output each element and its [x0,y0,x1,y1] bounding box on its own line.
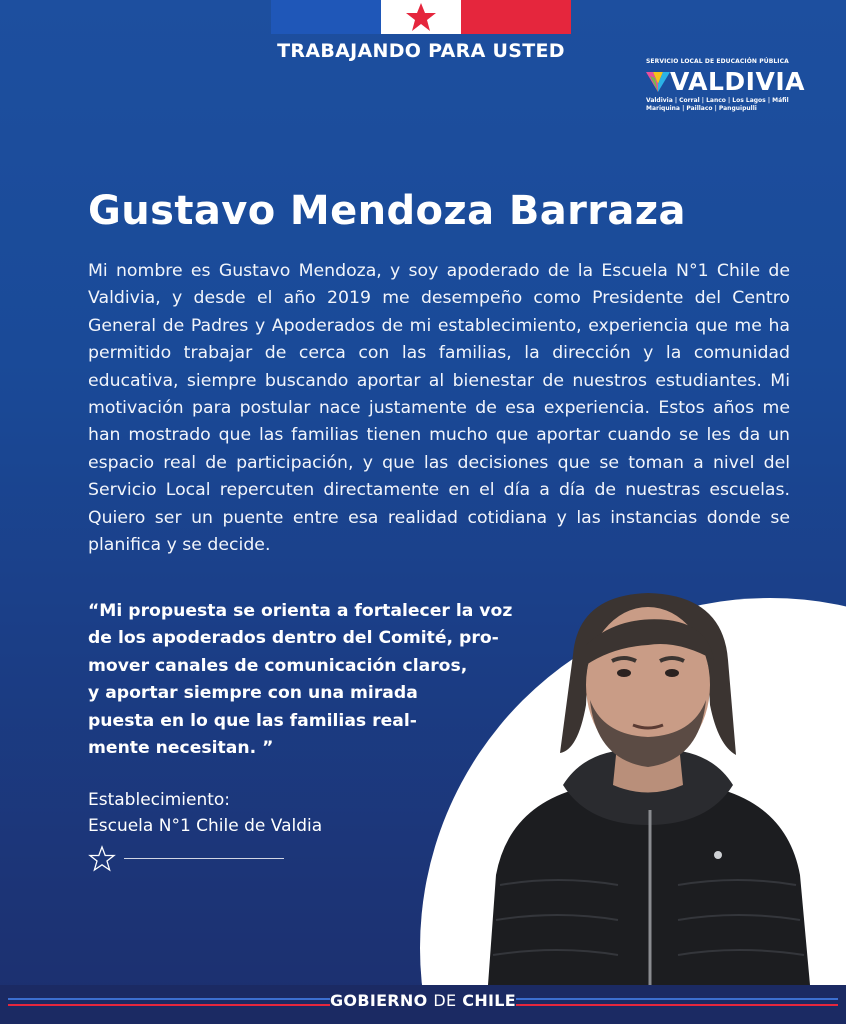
colored-v-icon [646,70,670,94]
candidate-photo [478,585,818,985]
outline-star-icon [88,845,116,873]
candidate-quote: “Mi propuesta se orienta a fortalecer la voz de los apoderados dentro del Comité, pro- mover canales de comunicación claros, y aportar siempre con una mirada puesta en lo que las familias real- mente necesitan. ” [88,601,513,759]
logo-comunas [646,97,806,113]
establishment-label: Establecimiento: [88,790,231,810]
gobierno-de-chile-label: GOBIERNO DE CHILE [329,991,517,1010]
candidate-name: Gustavo Mendoza Barraza [88,188,686,234]
establishment-value: Escuela N°1 Chile de Valdia [88,816,323,836]
logo-name: VALDIVIA [670,67,805,96]
slep-valdivia-logo [646,58,816,113]
logo-comunas-line2: Mariquina | Paillaco | Panguipulli [646,105,757,112]
footer-bar [0,985,846,1024]
logo-comunas-line1: Valdivia | Corral | Lanco | Los Lagos | Máfil [646,97,789,104]
chile-flag-banner [271,0,571,34]
logo-kicker: SERVICIO LOCAL DE EDUCACIÓN PÚBLICA [646,58,789,65]
slogan: TRABAJANDO PARA USTED [277,40,565,62]
candidate-bio: Mi nombre es Gustavo Mendoza, y soy apoderado de la Escuela N°1 Chile de Valdivia, y desde el año 2019 me desempeño como Presidente del Centro General de Padres y Apoderados de mi establecimiento, experiencia que me ha permitido trabajar de cerca con las familias, la dirección y la comunidad educativa, siempre buscando aportar al bienestar de nuestros estudiantes. Mi motivación para postular nace justamente de esa experiencia. Estos años me han mostrado que las familias tienen mucho que aportar cuando se les da un espacio real de participación, y que las decisiones que se toman a nivel del Servicio Local repercuten directamente en el día a día de nuestras escuelas. Quiero ser un puente entre esa realidad cotidiana y las instancias donde se planifica y se decide. [88,261,790,556]
decorative-line [124,858,284,859]
star-icon [404,2,438,32]
